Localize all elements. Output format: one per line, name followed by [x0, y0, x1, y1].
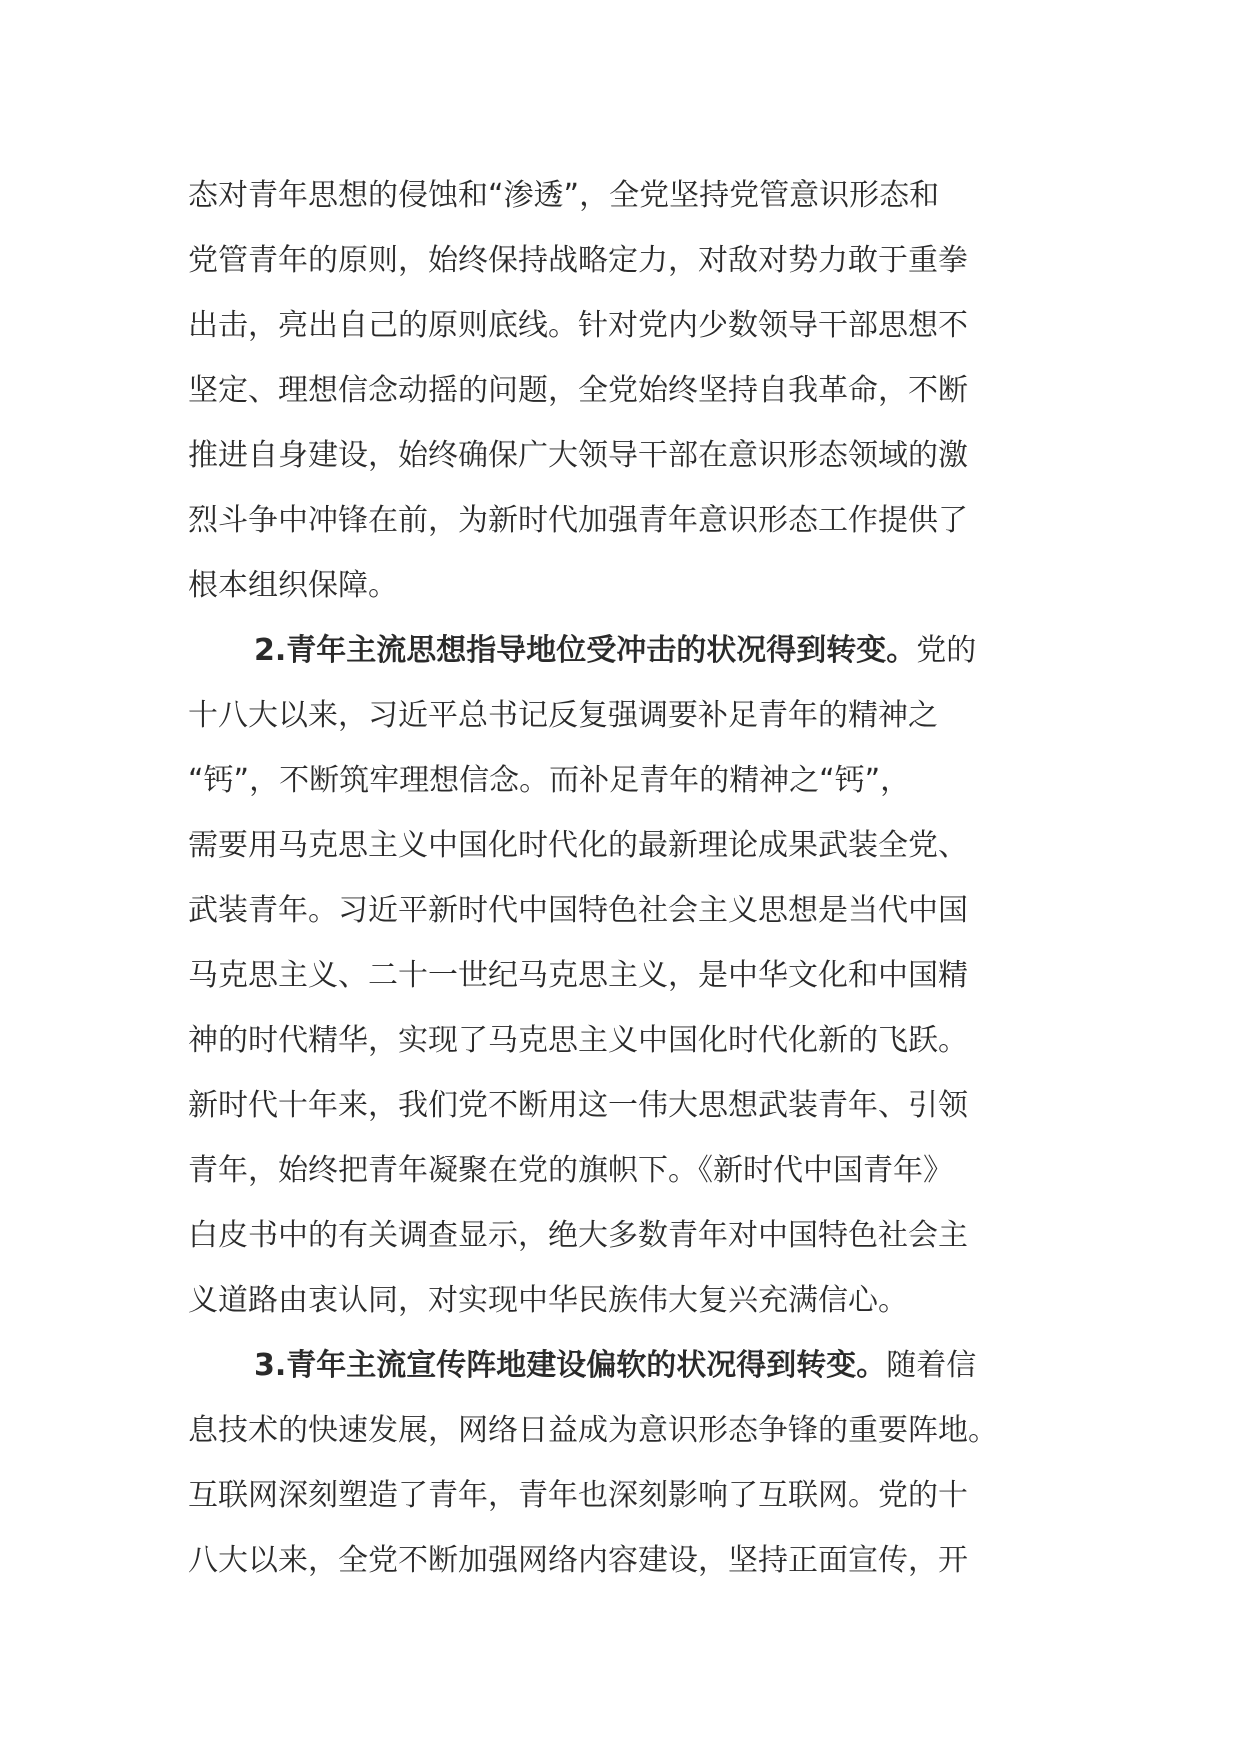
text-line: 根本组织保障。: [188, 568, 398, 603]
text-line: 态对青年思想的侵蚀和“渗透”，全党坚持党管意识形态和: [188, 178, 940, 213]
paragraph-section-3: [188, 1333, 1050, 1593]
text-line: 十八大以来，习近平总书记反复强调要补足青年的精神之: [188, 698, 938, 733]
section-heading: 2.青年主流思想指导地位受冲击的状况得到转变。: [254, 633, 917, 668]
text-line: “钙”，不断筑牢理想信念。而补足青年的精神之“钙”，: [188, 763, 911, 798]
text-line: 坚定、理想信念动摇的问题，全党始终坚持自我革命，不断: [188, 373, 968, 408]
text-line: 息技术的快速发展，网络日益成为意识形态争锋的重要阵地。: [188, 1413, 998, 1448]
text-line: 出击，亮出自己的原则底线。针对党内少数领导干部思想不: [188, 308, 968, 343]
text-line: 需要用马克思主义中国化时代化的最新理论成果武装全党、: [188, 828, 968, 863]
paragraph-first-line: [188, 1333, 1050, 1398]
document-body: [188, 163, 1050, 1593]
text-line: 义道路由衷认同，对实现中华民族伟大复兴充满信心。: [188, 1283, 908, 1318]
section-heading: 3.青年主流宣传阵地建设偏软的状况得到转变。: [254, 1348, 887, 1383]
paragraph-continuation: [188, 163, 1050, 618]
paragraph-section-2: [188, 618, 1050, 1333]
text-line: 烈斗争中冲锋在前，为新时代加强青年意识形态工作提供了: [188, 503, 968, 538]
text-line: 白皮书中的有关调查显示，绝大多数青年对中国特色社会主: [188, 1218, 968, 1253]
text-line: 互联网深刻塑造了青年，青年也深刻影响了互联网。党的十: [188, 1478, 968, 1513]
text-line: 青年，始终把青年凝聚在党的旗帜下。《新时代中国青年》: [188, 1153, 953, 1188]
text-line: 推进自身建设，始终确保广大领导干部在意识形态领域的激: [188, 438, 968, 473]
heading-trailing-text: 党的: [916, 633, 977, 668]
text-line: 八大以来，全党不断加强网络内容建设，坚持正面宣传，开: [188, 1543, 968, 1578]
text-line: 新时代十年来，我们党不断用这一伟大思想武装青年、引领: [188, 1088, 968, 1123]
paragraph-first-line: [188, 618, 1050, 683]
heading-trailing-text: 随着信: [886, 1348, 977, 1383]
text-line: 神的时代精华，实现了马克思主义中国化时代化新的飞跃。: [188, 1023, 968, 1058]
text-line: 党管青年的原则，始终保持战略定力，对敌对势力敢于重拳: [188, 243, 968, 278]
text-line: 马克思主义、二十一世纪马克思主义，是中华文化和中国精: [188, 958, 968, 993]
text-line: 武装青年。习近平新时代中国特色社会主义思想是当代中国: [188, 893, 968, 928]
